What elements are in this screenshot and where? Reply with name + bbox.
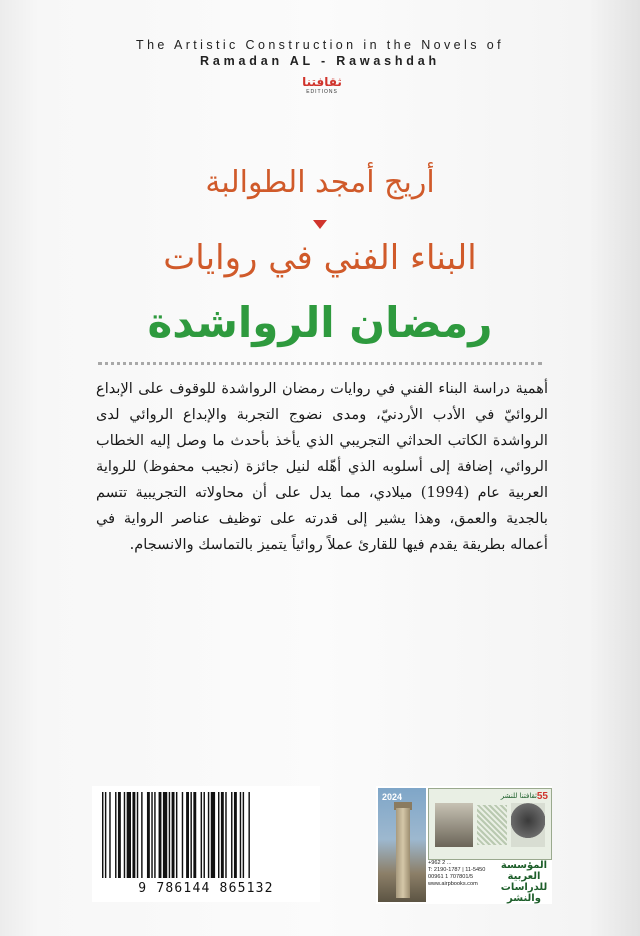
portrait-icon — [435, 803, 473, 847]
stamp-contact-info — [428, 860, 498, 904]
barcode-digits: 9 786144 865132 — [138, 881, 274, 896]
triangle-marker-icon — [313, 220, 327, 229]
stamp-price: 55 — [536, 791, 548, 802]
author-name: أريج أمجد الطوالبة — [205, 165, 435, 200]
stamp-institution — [498, 860, 550, 902]
stamp-institution-line: المؤسسة — [500, 860, 548, 871]
stamp-institution-line: للدراسات — [500, 882, 548, 893]
english-title-line2: Ramadan AL - Rawashdah — [200, 54, 440, 68]
stamp-info-line: 00961 1 707801/5 — [428, 874, 474, 880]
tower-icon — [396, 808, 410, 898]
barcode-bars-icon — [100, 792, 312, 878]
stamp-info-line: T: 2190-1787 | 11-5450 — [428, 867, 486, 873]
stamp-mini-title: ثقافتنا للنشر — [500, 792, 537, 800]
blurb-paragraph: أهمية دراسة البناء الفني في روايات رمضان الرواشدة للوقوف على الإبداع الروائيّ في الأدب الأردنيّ، ومدى نضوج التجربة والإبداع الروائي لدى الرواشدة الكاتب الحداثي التجريبي الذي يأخذ بأحدث ما وصل إليه الخطاب الروائي، إضافة إلى أسلوبه الذي أهّله لنيل جائزة (نجيب محفوظ) للرواية العربية عام (1994) ميلادي، مما يدل على أن محاولاته التجريبية تتسم بالجدية والعمق، وهذا يشير إلى قدرته على توظيف عناصر الرواية في أعماله بطريقة يقدم فيها للقارئ عملاً روائياً يتميز بالتماسك والانسجام. — [96, 380, 549, 553]
dotted-divider — [98, 362, 542, 365]
publisher-logo — [300, 76, 344, 98]
isbn-barcode — [92, 786, 320, 902]
english-title-line1: The Artistic Construction in the Novels of — [136, 38, 504, 52]
publisher-logo-text: ثقافتنا — [302, 75, 342, 89]
stamp-info-line: www.airpbooks.com — [428, 881, 478, 887]
book-title-line2: رمضان الرواشدة — [147, 298, 493, 347]
stamp-mini-sheet — [428, 788, 552, 860]
stamp-institution-line: العربية — [507, 871, 541, 882]
stamp-tower-photo — [378, 788, 426, 902]
stamp-institution-line: والنشر — [507, 893, 541, 904]
publisher-logo-sub: EDITIONS — [306, 89, 338, 95]
stamp-year: 2024 — [382, 792, 403, 802]
ornament-icon — [477, 805, 507, 845]
book-title-line1: البناء الفني في روايات — [163, 238, 477, 278]
postage-stamp — [376, 786, 552, 904]
bust-icon — [511, 803, 545, 847]
stamp-info-line: +962 2 ... — [428, 860, 452, 866]
